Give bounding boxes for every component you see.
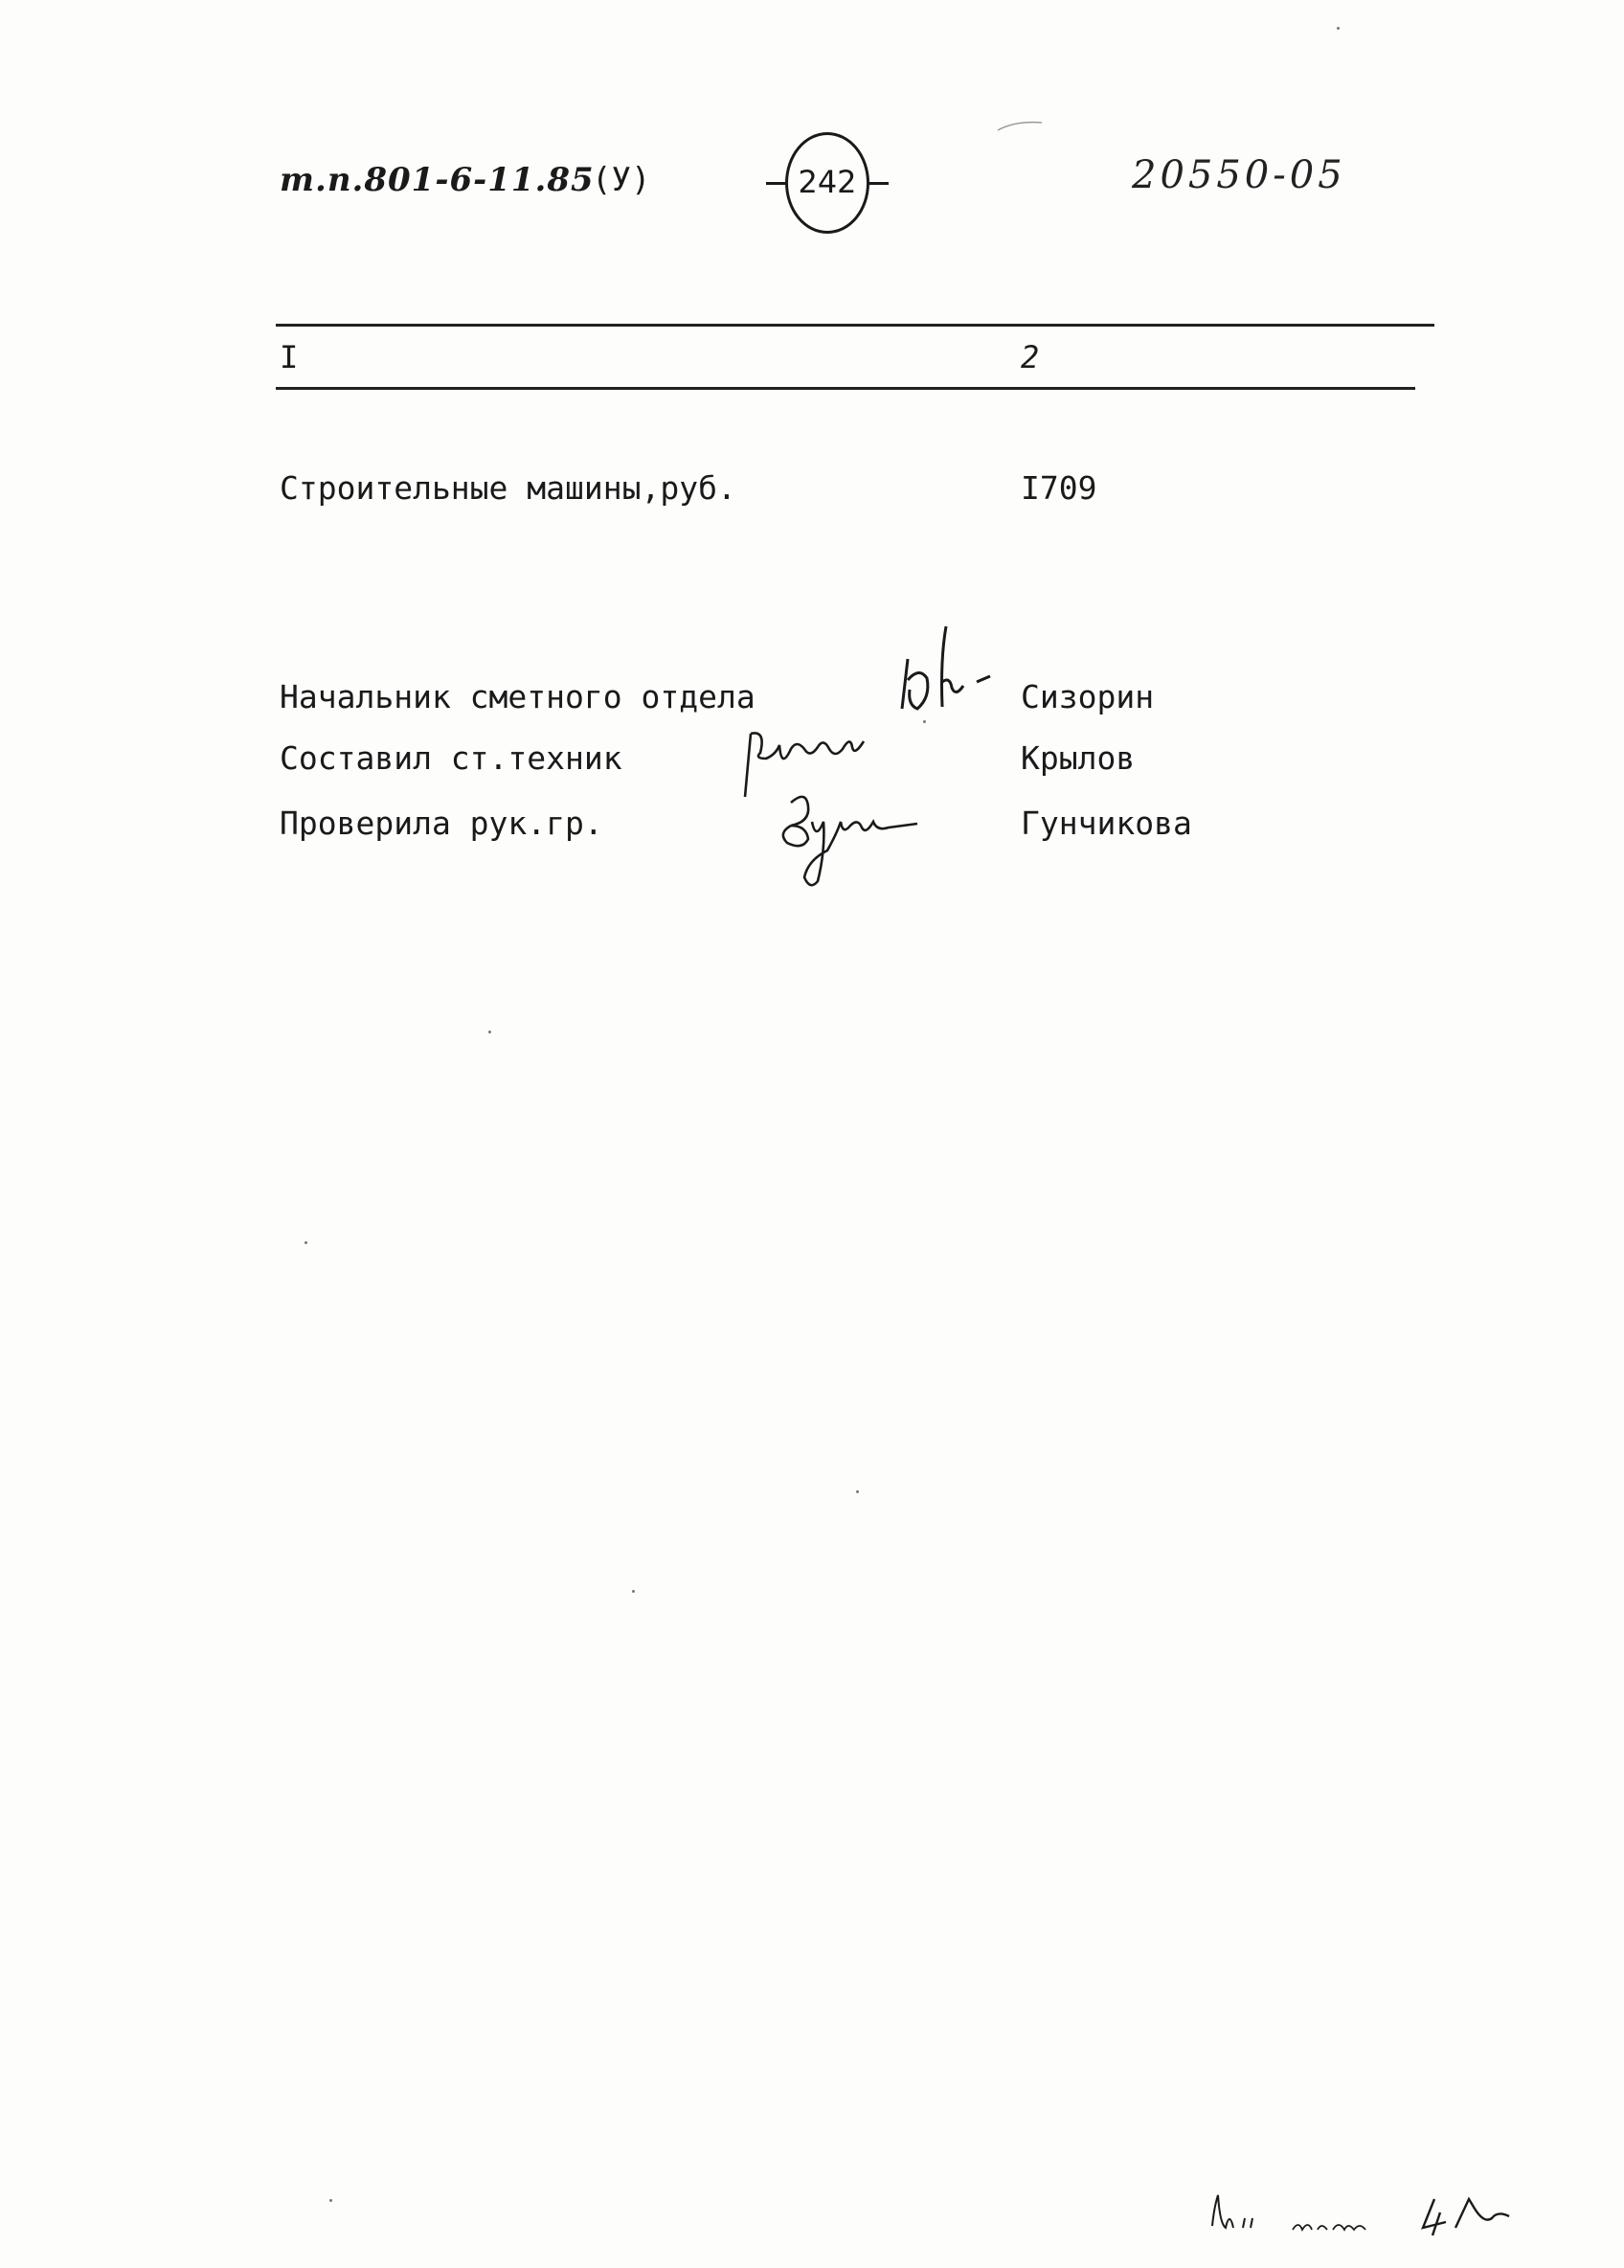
signature-name-sizorin: Сизорин <box>1021 678 1155 715</box>
page-number-stamp <box>766 132 889 238</box>
row-value-construction-machines: I709 <box>1021 469 1097 507</box>
handwritten-footer-note <box>1205 2186 1540 2243</box>
scan-speck <box>1337 27 1340 30</box>
page-number: 242 <box>798 164 857 200</box>
signature-title-compiled-by: Составил ст.техник <box>280 739 622 777</box>
signature-title-checked-by: Проверила рук.гр. <box>280 805 603 842</box>
scan-speck <box>488 1031 491 1033</box>
scan-speck <box>923 720 926 723</box>
document-code: т.п.801-6-11.85 <box>280 161 595 199</box>
stray-pen-mark <box>996 117 1044 134</box>
stamp-dash-left <box>766 182 787 185</box>
signature-title-head-of-department: Начальник сметного отдела <box>280 678 756 715</box>
scan-speck <box>329 2199 332 2202</box>
column-header-2: 2 <box>1021 339 1040 375</box>
column-header-1: I <box>280 339 299 375</box>
table-header-rule <box>276 387 1415 390</box>
document-variant: (У) <box>592 161 651 199</box>
row-label-construction-machines: Строительные машины,руб. <box>280 469 736 507</box>
handwritten-signature-3 <box>774 783 927 896</box>
stamp-dash-right <box>868 182 889 185</box>
archive-number: 20550-05 <box>1132 153 1346 197</box>
scan-speck <box>304 1241 307 1244</box>
signature-name-gunchikova: Гунчикова <box>1021 805 1192 842</box>
scan-speck <box>856 1490 859 1493</box>
signature-name-krylov: Крылов <box>1021 739 1136 777</box>
scan-speck <box>632 1590 635 1593</box>
table-top-rule <box>276 324 1434 327</box>
handwritten-signature-1 <box>896 621 1002 726</box>
